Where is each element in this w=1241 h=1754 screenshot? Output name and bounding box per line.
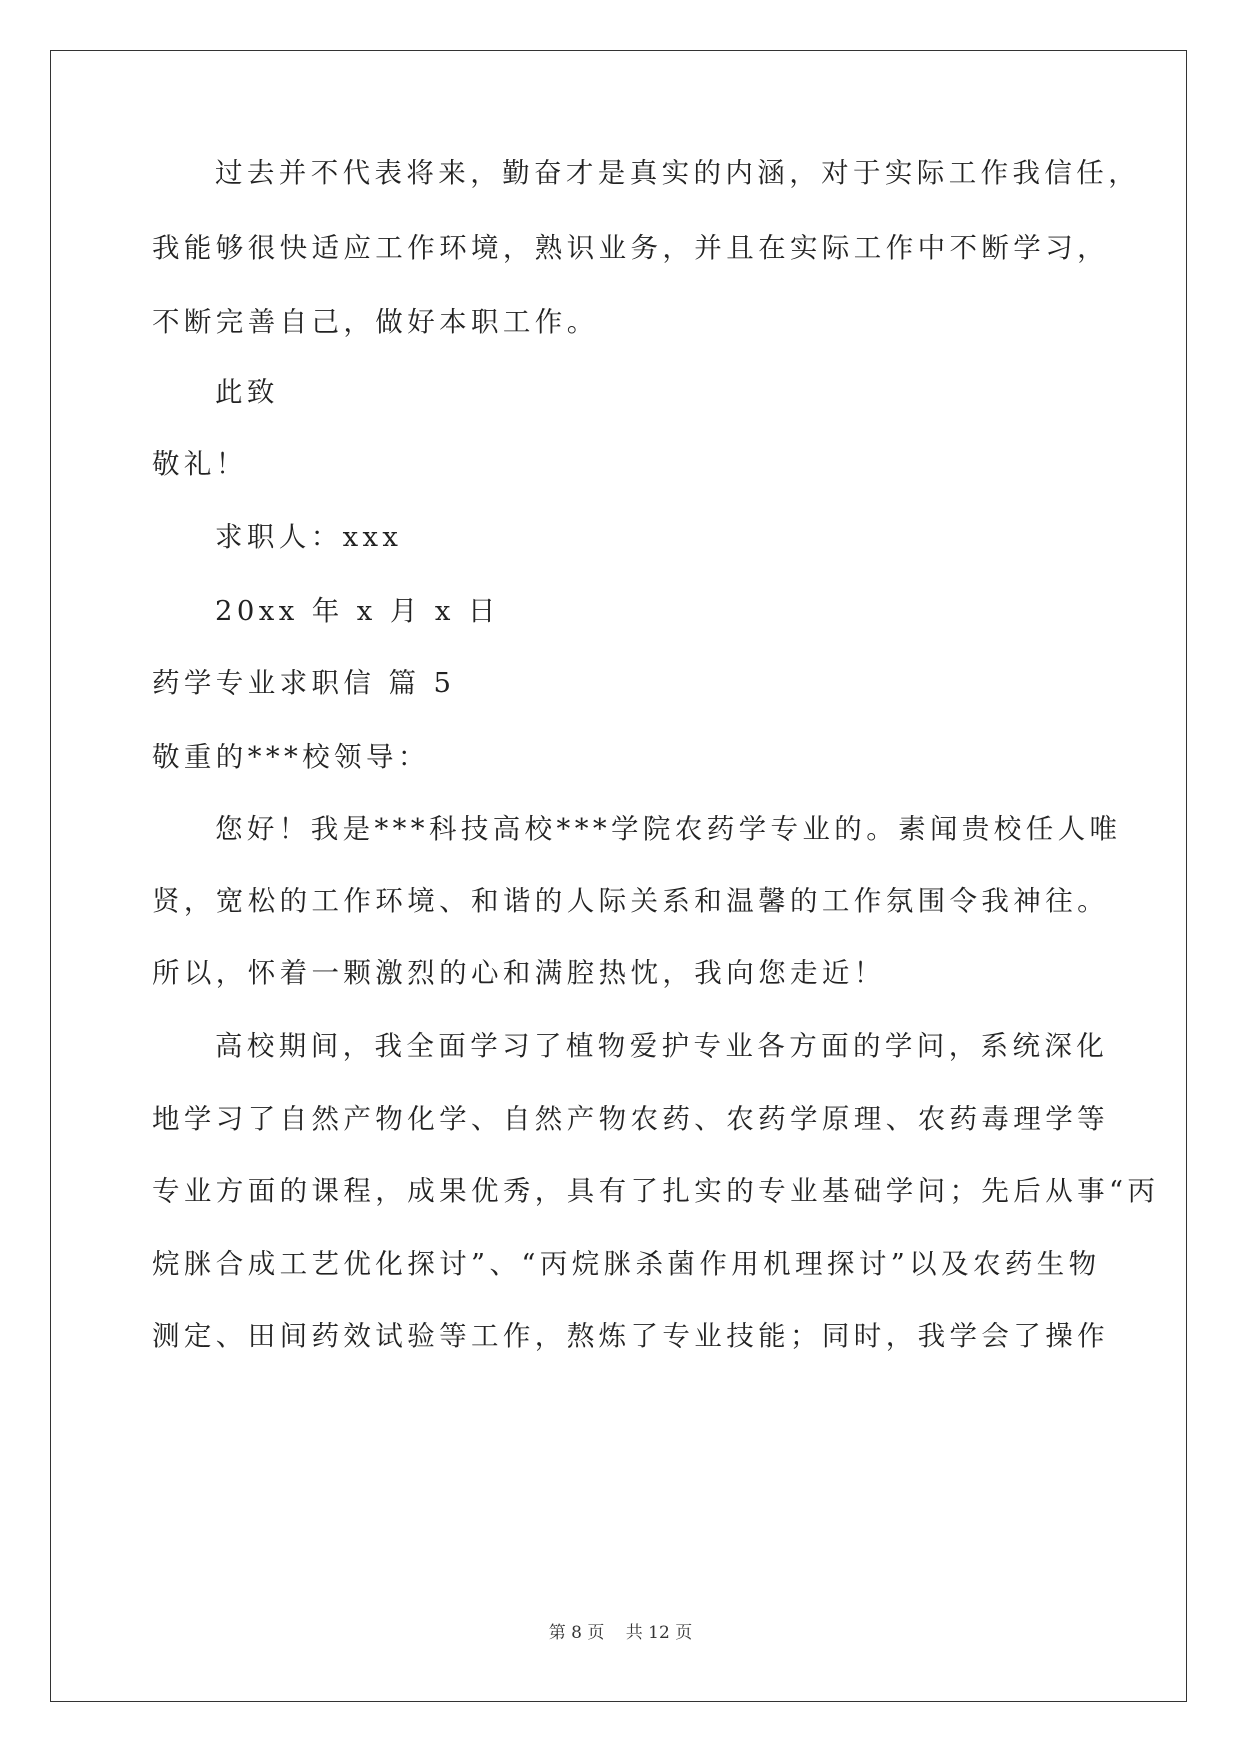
greeting: 敬重的***校领导： [152,741,430,773]
paragraph-line: 测定、田间药效试验等工作，熬炼了专业技能；同时，我学会了操作 [152,1320,1109,1352]
page-number-current: 第 8 页 [548,1623,605,1643]
signature-applicant: 求职人：xxx [215,521,403,553]
page-border [50,50,1187,1702]
paragraph-line: 您好！我是***科技高校***学院农药学专业的。素闻贵校任人唯 [215,813,1122,845]
paragraph-line: 过去并不代表将来，勤奋才是真实的内涵，对于实际工作我信任， [215,157,1141,189]
paragraph-line: 我能够很快适应工作环境，熟识业务，并且在实际工作中不断学习， [152,232,1109,264]
paragraph-line: 地学习了自然产物化学、自然产物农药、农药学原理、农药毒理学等 [152,1103,1109,1135]
paragraph-line: 烷脒合成工艺优化探讨”、“丙烷脒杀菌作用机理探讨”以及农药生物 [152,1248,1101,1280]
signature-date: 20xx 年 x 月 x 日 [215,595,500,627]
closing-regards: 敬礼！ [152,448,248,480]
section-heading: 药学专业求职信 篇 5 [152,667,456,699]
closing-salutation: 此致 [215,376,279,408]
paragraph-line: 贤，宽松的工作环境、和谐的人际关系和温馨的工作氛围令我神往。 [152,885,1109,917]
paragraph-line: 高校期间，我全面学习了植物爱护专业各方面的学问，系统深化 [215,1030,1109,1062]
paragraph-line: 专业方面的课程，成果优秀，具有了扎实的专业基础学问；先后从事“丙 [152,1175,1160,1207]
paragraph-line: 所以，怀着一颗激烈的心和满腔热忱，我向您走近！ [152,957,886,989]
paragraph-line: 不断完善自己，做好本职工作。 [152,306,599,338]
page-number-total: 共 12 页 [625,1623,693,1643]
page-footer [0,1618,1241,1643]
